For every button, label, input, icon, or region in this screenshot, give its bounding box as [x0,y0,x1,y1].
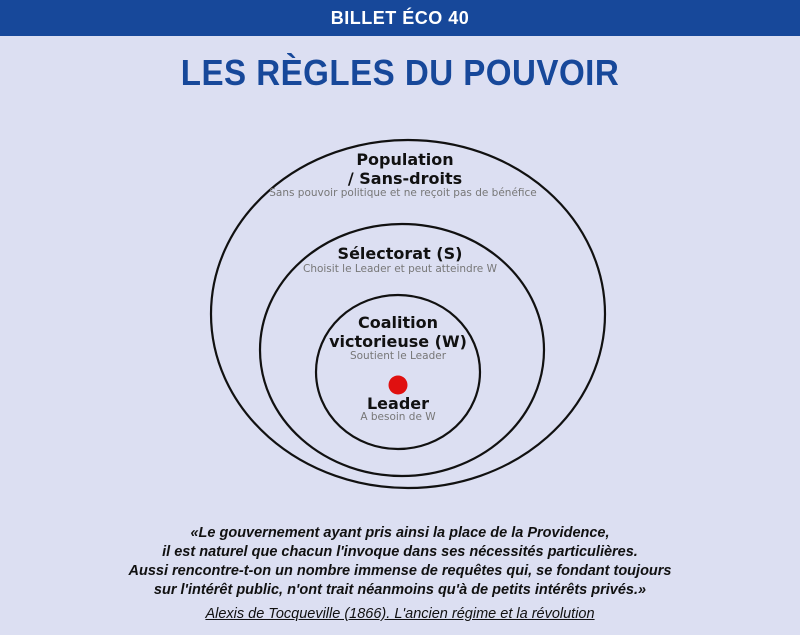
population-label [300,150,510,188]
coalition-label-line1: Coalition [357,313,438,332]
population-description: Sans pouvoir politique et ne reçoit pas de bénéfice [269,187,537,199]
selectorate-label: Sélectorat (S) [337,244,463,263]
leader-description: A besoin de W [360,411,436,423]
page-title: LES RÈGLES DU POUVOIR [180,52,620,93]
quote-citation: Alexis de Tocqueville (1866). L'ancien régime et la révolution [205,606,595,622]
selectorate-description: Choisit le Leader et peut atteindre W [302,263,497,275]
quote-line: il est naturel que chacun l'invoque dans ses nécessités particulières. [162,544,638,560]
quote-block [0,524,800,600]
leader-label: Leader [366,394,430,413]
leader-dot-icon [389,376,408,395]
quote-line: Aussi rencontre-t-on un nombre immense de requêtes qui, se fondant toujours [128,563,672,579]
coalition-label [318,313,478,351]
coalition-label-line2: victorieuse (W) [329,332,467,351]
population-label-line1: Population [356,150,454,169]
coalition-description: Soutient le Leader [349,350,447,362]
quote-line: sur l'intérêt public, n'ont trait néanmoins qu'à de petits intérêts privés.» [153,582,647,598]
quote-line: «Le gouvernement ayant pris ainsi la place de la Providence, [190,525,610,541]
banner-text: BILLET ÉCO 40 [330,7,470,28]
population-label-line2: / Sans-droits [347,169,463,188]
